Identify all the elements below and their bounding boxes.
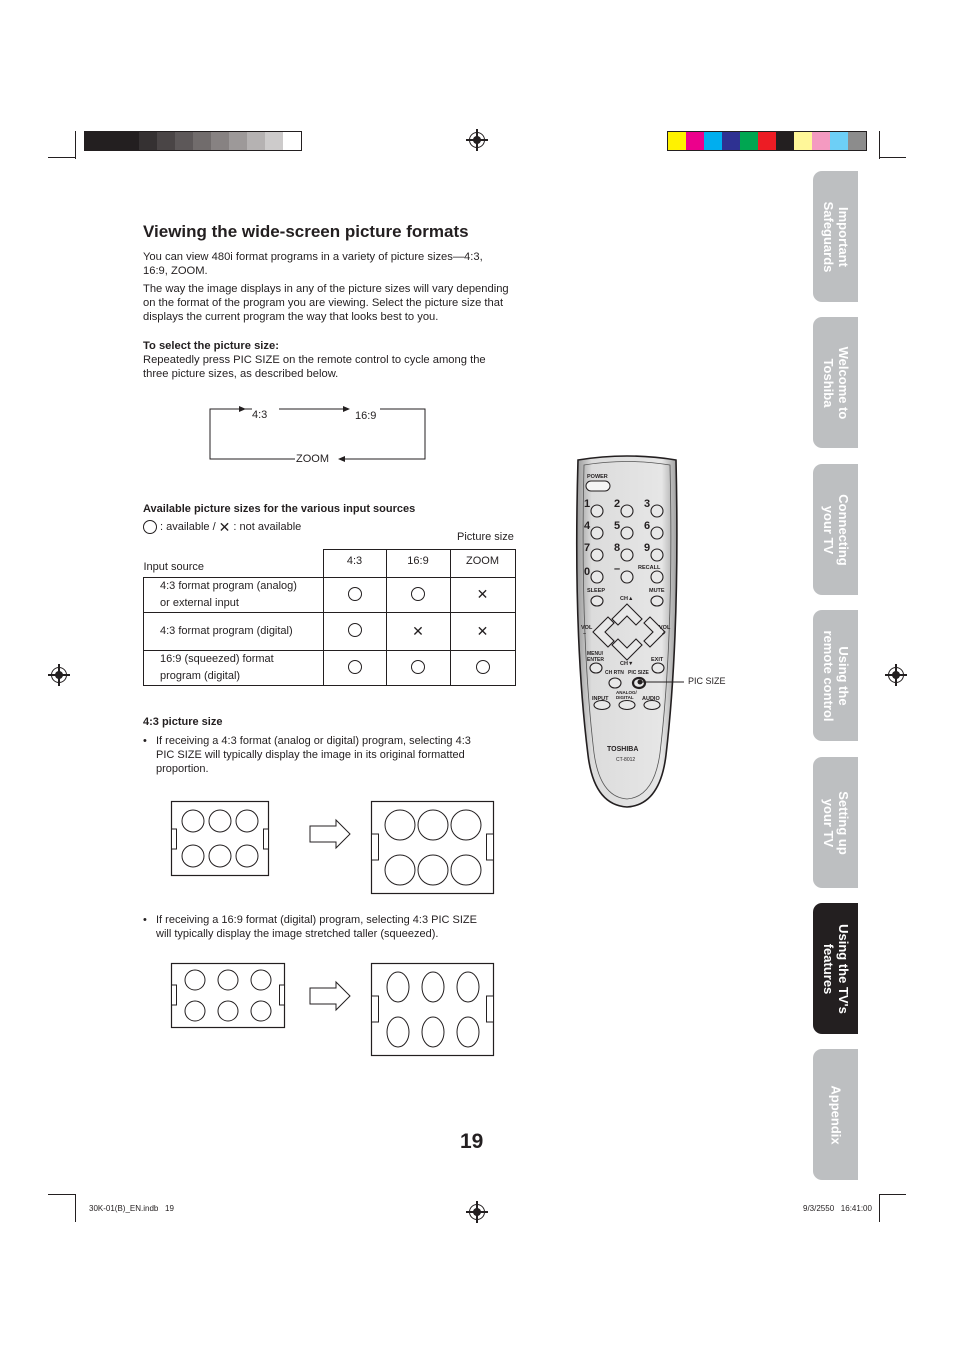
not-available-cross-icon: ✕ xyxy=(412,622,424,639)
section-tab-label: Setting up your TV xyxy=(820,790,851,855)
availability-cell xyxy=(386,613,450,651)
section-tab[interactable] xyxy=(813,171,858,302)
cycle-label-16-9: 16:9 xyxy=(355,410,377,422)
section-tab[interactable] xyxy=(813,464,858,595)
table-row xyxy=(144,578,516,613)
remote-label-analog: ANALOG/ xyxy=(616,690,637,695)
remote-digit-label: 1 xyxy=(584,498,591,510)
page-number: 19 xyxy=(460,1130,484,1153)
remote-label-mute: MUTE xyxy=(649,588,665,594)
column-header: 4:3 xyxy=(323,550,386,578)
gray-calibration-bar xyxy=(84,131,302,151)
table-row xyxy=(144,651,516,686)
remote-digit-label: – xyxy=(614,563,621,575)
remote-label-pic-size: PIC SIZE xyxy=(628,670,649,676)
picture-size-table xyxy=(143,549,516,686)
table-heading: Available picture sizes for the various input sources xyxy=(143,503,416,515)
remote-label-recall: RECALL xyxy=(638,565,661,571)
remote-digit-label: 2 xyxy=(614,498,621,510)
illustration-16-9-source xyxy=(170,962,500,1058)
bullet-16-9-program: • If receiving a 16:9 format (digital) program, selecting 4:3 PIC SIZE will typically display the image stretched taller (squeezed). xyxy=(143,914,477,940)
color-swatch xyxy=(211,132,229,150)
section-tab[interactable] xyxy=(813,610,858,741)
color-swatch xyxy=(794,132,812,150)
row-label-line: 16:9 (squeezed) format xyxy=(160,653,274,665)
bullet-4-3-program: • If receiving a 4:3 format (analog or digital) program, selecting 4:3 PIC SIZE will typically display the image in its original formatted proportion. xyxy=(143,735,471,775)
available-circle-icon xyxy=(411,587,425,601)
remote-digit-label: 5 xyxy=(614,520,621,532)
available-circle-icon xyxy=(348,660,362,674)
color-swatch xyxy=(740,132,758,150)
intro-paragraph-2: The way the image displays in any of the picture sizes will vary depending on the format of the program you are viewing. Select the picture size that displays the current program the way that looks best to you. xyxy=(143,283,509,323)
remote-digit-label: 6 xyxy=(644,520,651,532)
color-swatch xyxy=(247,132,265,150)
color-swatch xyxy=(121,132,139,150)
page-title: Viewing the wide-screen picture formats xyxy=(143,222,469,241)
availability-cell xyxy=(450,578,515,613)
remote-label-vol-plus: VOL xyxy=(659,625,671,631)
color-calibration-bar xyxy=(667,131,867,151)
registration-mark-icon xyxy=(469,1204,485,1220)
remote-label-ch-rtn: CH RTN xyxy=(605,670,624,676)
color-swatch xyxy=(265,132,283,150)
remote-brand-logo: TOSHIBA xyxy=(607,746,639,753)
illustration-4-3-source xyxy=(170,800,500,896)
remote-label-enter: ENTER xyxy=(587,657,604,663)
remote-label-ch-down: CH▼ xyxy=(620,661,634,667)
footer-timestamp: 9/3/2550 16:41:00 xyxy=(803,1204,872,1213)
row-label-line: program (digital) xyxy=(160,670,241,682)
input-source-label: Input source xyxy=(143,561,205,573)
color-swatch xyxy=(812,132,830,150)
color-swatch xyxy=(175,132,193,150)
not-available-cross-icon: ✕ xyxy=(476,622,489,639)
registration-mark-icon xyxy=(888,667,904,683)
section-tab-label: Connecting your TV xyxy=(820,493,851,566)
color-swatch xyxy=(193,132,211,150)
row-label-line: 4:3 format program (digital) xyxy=(160,625,293,637)
table-row xyxy=(144,613,516,651)
available-circle-icon xyxy=(476,660,490,674)
registration-mark-icon xyxy=(51,667,67,683)
remote-control xyxy=(570,455,685,810)
color-swatch xyxy=(830,132,848,150)
remote-digit-label: 0 xyxy=(584,566,591,578)
availability-cell xyxy=(386,578,450,613)
row-label-line: 4:3 format program (analog) xyxy=(160,580,297,592)
color-swatch xyxy=(848,132,866,150)
color-swatch xyxy=(157,132,175,150)
not-available-cross-icon: ✕ xyxy=(218,519,231,535)
not-available-cross-icon: ✕ xyxy=(476,586,489,602)
section-tab-label: Important Safeguards xyxy=(820,201,851,272)
color-swatch xyxy=(686,132,704,150)
remote-digit-label: 7 xyxy=(584,542,591,554)
picture-size-label: Picture size xyxy=(457,531,514,543)
color-swatch xyxy=(758,132,776,150)
color-swatch xyxy=(283,132,301,150)
availability-cell xyxy=(323,613,386,651)
remote-label-power: POWER xyxy=(587,474,608,480)
remote-label-ch-up: CH▲ xyxy=(620,596,634,602)
column-header: ZOOM xyxy=(450,550,515,578)
section-tab-label: Welcome to Toshiba xyxy=(820,346,851,419)
remote-label-vol-plus-sign: + xyxy=(662,631,666,637)
section-tab-label: Appendix xyxy=(828,1084,843,1145)
cycle-label-4-3: 4:3 xyxy=(252,409,268,421)
remote-label-audio: AUDIO xyxy=(642,696,660,702)
availability-cell xyxy=(323,651,386,686)
available-circle-icon xyxy=(348,623,362,637)
remote-digit-label: 3 xyxy=(644,498,651,510)
remote-label-digital: DIGITAL xyxy=(616,695,634,700)
section-heading-4-3: 4:3 picture size xyxy=(143,716,223,728)
section-tab-label: Using the TV's features xyxy=(820,923,851,1014)
pic-size-callout-line xyxy=(636,670,686,692)
section-tab[interactable] xyxy=(813,903,858,1034)
available-circle-icon xyxy=(348,587,362,601)
color-swatch xyxy=(229,132,247,150)
intro-paragraph-1: You can view 480i format programs in a variety of picture sizes—4:3, 16:9, ZOOM. xyxy=(143,251,483,277)
available-circle-icon xyxy=(411,660,425,674)
row-label xyxy=(144,651,324,686)
availability-cell xyxy=(450,613,515,651)
remote-model: CT-8012 xyxy=(616,757,636,763)
availability-cell xyxy=(323,578,386,613)
remote-digit-label: 9 xyxy=(644,542,651,554)
select-instructions: To select the picture size: Repeatedly press PIC SIZE on the remote control to cycle among the three picture sizes, as described below. xyxy=(143,340,486,380)
remote-digit-label: 8 xyxy=(614,542,621,554)
row-label-line: or external input xyxy=(160,597,239,609)
column-header: 16:9 xyxy=(386,550,450,578)
remote-label-input: INPUT xyxy=(592,696,609,702)
footer-file-name: 30K-01(B)_EN.indb 19 xyxy=(89,1204,174,1213)
row-label xyxy=(144,613,324,651)
row-label xyxy=(144,578,324,613)
section-tab[interactable] xyxy=(813,1049,858,1180)
remote-label-menu: MENU/ xyxy=(587,651,604,657)
remote-label-vol-minus: VOL xyxy=(581,625,593,631)
color-swatch xyxy=(776,132,794,150)
available-circle-icon xyxy=(143,520,157,534)
remote-label-vol-minus-sign: – xyxy=(583,631,587,637)
availability-cell xyxy=(450,651,515,686)
color-swatch xyxy=(722,132,740,150)
color-swatch xyxy=(668,132,686,150)
color-swatch xyxy=(103,132,121,150)
remote-digit-label: 4 xyxy=(584,520,591,532)
section-tab-label: Using the remote control xyxy=(820,629,851,722)
color-swatch xyxy=(85,132,103,150)
section-tab[interactable] xyxy=(813,757,858,888)
color-swatch xyxy=(139,132,157,150)
registration-mark-icon xyxy=(469,132,485,148)
availability-cell xyxy=(386,651,450,686)
section-tab[interactable] xyxy=(813,317,858,448)
pic-size-callout: PIC SIZE xyxy=(688,676,726,686)
cycle-label-zoom: ZOOM xyxy=(296,453,329,465)
color-swatch xyxy=(704,132,722,150)
table-legend: : available / ✕ : not available xyxy=(143,520,301,534)
remote-label-sleep: SLEEP xyxy=(587,588,606,594)
remote-label-exit: EXIT xyxy=(651,657,664,663)
